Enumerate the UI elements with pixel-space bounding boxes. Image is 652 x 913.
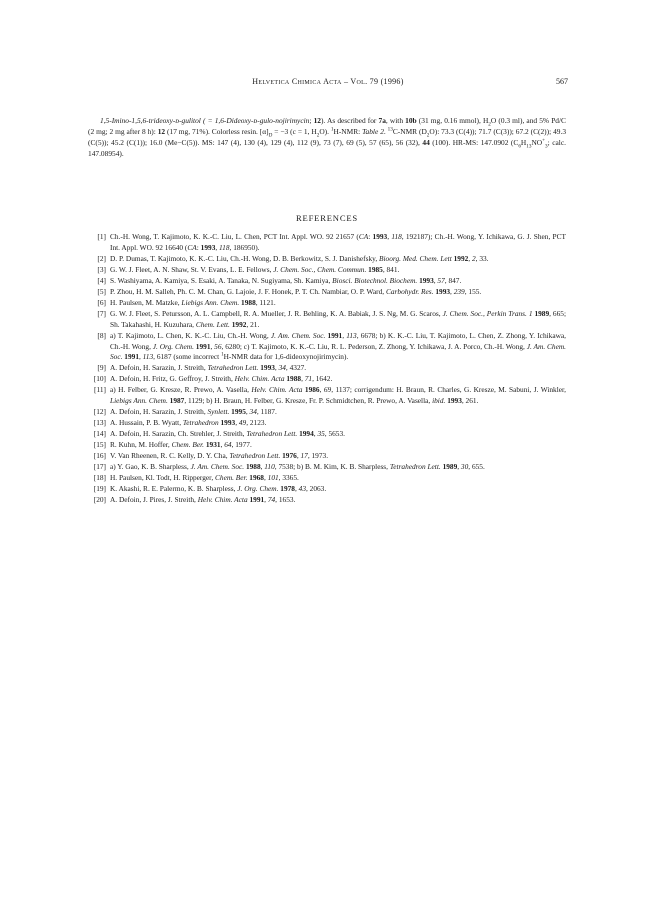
reference-text: Synlett.	[207, 407, 230, 417]
reference-item	[88, 484, 566, 495]
reference-text: 1988	[245, 462, 261, 472]
reference-text: H-NMR data for 1,6-dideoxynojirimycin).	[223, 352, 349, 362]
reference-text: ,	[245, 407, 250, 417]
reference-text: ,	[313, 429, 318, 439]
reference-text: 1993	[220, 418, 236, 428]
reference-text: ,	[294, 483, 299, 493]
reference-item	[88, 495, 566, 506]
reference-text: Helv. Chim. Acta	[197, 494, 248, 504]
page-number: 567	[556, 77, 568, 86]
reference-text: P. Zhou, H. M. Salleh, Ph. C. M. Chan, G. Lajoie, J. F. Honek, P. T. Ch. Nambiar, O. P. Ward,	[110, 286, 386, 296]
reference-text: 34	[278, 363, 286, 373]
reference-text: ,	[433, 275, 438, 285]
reference-number: [5]	[97, 286, 106, 296]
reference-text: Biosci. Biotechnol. Biochem.	[332, 275, 418, 285]
reference-item	[88, 451, 566, 462]
reference-item	[88, 254, 566, 265]
reference-text: , 6187 (some incorrect	[153, 352, 222, 362]
reference-text: a) Y. Gao, K. B. Sharpless,	[110, 462, 191, 472]
reference-text: , 1642.	[312, 374, 333, 384]
reference-number: [2]	[97, 253, 106, 263]
reference-text: 1992	[231, 319, 247, 329]
reference-item	[88, 429, 566, 440]
reference-text: Helv. Chim. Acta	[251, 385, 303, 395]
reference-text: V. Van Rheenen, R. C. Kelly, D. Y. Cha,	[110, 451, 230, 461]
reference-text: , 21.	[246, 319, 260, 329]
reference-text: 17	[300, 451, 308, 461]
reference-text: 1987	[169, 396, 185, 406]
reference-text: Chem. Ber.	[171, 440, 205, 450]
reference-text: , 1129; b) H. Braun, H. Felber, G. Kresze, Fr. P. Schmidtchen, R. Prewo, A. Vasella,	[184, 396, 433, 406]
reference-text: 118	[391, 232, 402, 241]
reference-text: G. W. J. Fleet, A. N. Shaw, St. V. Evans, L. E. Fellows,	[110, 264, 274, 274]
reference-text: 1993	[260, 363, 275, 373]
reference-text: 1976	[282, 451, 297, 461]
reference-text: A. Hussain, P. B. Wyatt,	[110, 418, 183, 428]
reference-item	[88, 462, 566, 473]
reference-text: ,	[260, 462, 265, 472]
reference-text: Helv. Chim. Acta	[234, 374, 285, 384]
reference-text: ,	[263, 472, 268, 482]
reference-text: 69	[323, 385, 332, 395]
reference-item	[88, 374, 566, 385]
reference-text: , 33.	[475, 253, 489, 263]
reference-text: J. Org. Chem.	[237, 483, 279, 493]
reference-number: [20]	[93, 494, 106, 504]
reference-text: 1992	[453, 253, 469, 263]
journal-title: Helvetica Chimica Acta – Vol. 79 (1996)	[252, 77, 404, 86]
reference-text: Liebigs Ann. Chem.	[110, 396, 168, 406]
reference-text: G. W. J. Fleet, S. Petursson, A. L. Campbell, R. A. Mueller, J. R. Behling, K. A. Babiak, J. S. Ng, M. G. Scaros,	[110, 308, 443, 318]
reference-text: Tetrahedron Lett.	[229, 451, 281, 461]
reference-text: 1986	[304, 385, 320, 395]
reference-text: Chem. Lett.	[195, 319, 230, 329]
reference-text: :	[196, 242, 201, 252]
reference-text: , 1187.	[256, 407, 277, 417]
reference-item	[88, 473, 566, 484]
reference-text: Chem. Ber.	[215, 472, 248, 482]
reference-text: 1991	[124, 352, 139, 362]
reference-text: 34	[249, 407, 257, 417]
reference-text: 1988	[241, 297, 256, 307]
reference-text: , 665; Sh. Takahashi, H. Kuzuhara,	[110, 308, 566, 329]
reference-text: A. Defoin, H. Sarazin, J. Streith,	[110, 407, 208, 417]
reference-text: 1993	[447, 396, 462, 406]
reference-text: 1978	[280, 483, 295, 493]
reference-text: CA	[187, 242, 197, 252]
reference-text: 2	[471, 253, 476, 263]
reference-text: , 4327.	[285, 363, 307, 373]
reference-text: 239	[453, 286, 465, 296]
reference-text: R. Kuhn, M. Hoffer,	[110, 440, 172, 450]
reference-text: , 1137; corrigendum: H. Braun, R. Charles, G. Kresze, M. Sabuni, J. Winkler,	[331, 385, 567, 395]
reference-number: [19]	[93, 483, 106, 493]
reference-text: ,	[319, 385, 324, 395]
reference-text: ,	[301, 374, 305, 384]
reference-text: 113	[346, 330, 357, 340]
reference-text: ,	[457, 462, 461, 472]
reference-text: :	[368, 232, 373, 241]
reference-text: 118	[219, 242, 230, 252]
reference-text: 1994	[299, 429, 314, 439]
reference-text: 30	[460, 462, 469, 472]
reference-text: 1993	[200, 242, 216, 252]
reference-text: J. Am. Chem. Soc.	[110, 341, 567, 362]
reference-text: 1931	[205, 440, 221, 450]
reference-text: ,	[138, 352, 143, 362]
compound-name: 1,5-Imino-1,5,6-trideoxy-ᴅ-gulitol	[100, 116, 201, 125]
reference-text: A. Defoin, H. Sarazin, J. Streith,	[110, 363, 208, 373]
reference-text: J. Chem. Soc., Perkin Trans. 1	[442, 308, 533, 318]
reference-text: Tetrahedron Lett.	[389, 462, 441, 472]
reference-text: 1995	[231, 407, 246, 417]
reference-text: ,	[210, 341, 215, 351]
reference-text: , 2063.	[305, 483, 327, 493]
reference-text: a) H. Felber, G. Kresze, R. Prewo, A. Vasella,	[110, 385, 252, 395]
reference-text: ,	[264, 494, 268, 504]
reference-text: , 186950).	[229, 242, 260, 252]
reference-text: , 655.	[468, 462, 485, 472]
reference-item	[88, 265, 566, 276]
reference-text: 113	[142, 352, 154, 362]
reference-text: ,	[220, 440, 225, 450]
reference-text: 74	[267, 494, 276, 504]
reference-item	[88, 298, 566, 309]
reference-text: , 847.	[444, 275, 462, 285]
reference-item	[88, 385, 566, 407]
reference-number: [14]	[93, 429, 106, 439]
reference-text: ,	[450, 286, 454, 296]
reference-text: ,	[468, 253, 472, 263]
reference-text: 1989	[534, 308, 550, 318]
reference-item	[88, 418, 566, 429]
reference-number: [9]	[97, 363, 106, 373]
references-heading: REFERENCES	[296, 213, 358, 223]
reference-text: 49	[238, 418, 247, 428]
reference-text: 1968	[249, 472, 264, 482]
reference-number: [18]	[93, 472, 106, 482]
reference-text: 56	[214, 341, 222, 351]
reference-text: , 155.	[464, 286, 482, 296]
reference-number: [12]	[93, 407, 106, 417]
reference-text: ,	[342, 330, 347, 340]
reference-text: J. Org. Chem.	[152, 341, 194, 351]
reference-text: 1993	[372, 232, 388, 241]
reference-number: [4]	[97, 275, 106, 285]
reference-text: A. Defoin, H. Fritz, G. Geffroy, J. Streith,	[110, 374, 235, 384]
reference-text: , 5653.	[324, 429, 345, 439]
reference-number: [16]	[93, 451, 106, 461]
reference-text: J. Chem. Soc., Chem. Commun.	[273, 264, 367, 274]
reference-text: 1991	[195, 341, 211, 351]
reference-list	[88, 232, 566, 506]
experimental-paragraph: 1,5-Imino-1,5,6-trideoxy-ᴅ-gulitol ( = 1,6-Dideoxy-ᴅ-gulo-nojirimycin; 12). As described for 7a, with 10b (31 mg, 0.16 mmol), $H_2O$ (0.3 ml), and 5% Pd/C (2 mg; 2 mg after 8 h): 12 (17 mg, 71%). Colorless resin. $[\alpha]_D = -3$ (c = 1, $H_2O$). $^1$H-NMR: Table 2. $^{13}$C-NMR $(D_2O)$: 73.3 (C(4)); 71.7 (C(3)); 67.2 (C(2)); 49.3 (C(5)); 45.2 (C(1)); 16.0 (Me−C(5)). MS: 147 (4), 130 (4), 129 (4), 112 (9), 73 (7), 69 (5), 57 (65), 56 (32), 44 (100). HR-MS: 147.0902 ($C_6H_{13}NO^+_3$; calc. 147.08954).	[88, 116, 567, 159]
reference-text: 1991	[327, 330, 343, 340]
reference-text: J. Am. Chem. Soc.	[190, 462, 245, 472]
reference-text: ,	[274, 363, 279, 373]
reference-text: Carbohydr. Res.	[385, 286, 434, 296]
reference-text: , 6280; c) T. Kajimoto, K. K.-C. Liu, R. L. Pederson, Z. Zhong, Y. Ichikawa, J. A. Porco, Ch.-H. Wong,	[221, 341, 527, 351]
reference-text: 1988	[286, 374, 302, 384]
reference-item	[88, 309, 566, 331]
reference-text: 1991	[249, 494, 265, 504]
reference-text: 1985	[368, 264, 383, 274]
reference-text: , 1973.	[307, 451, 329, 461]
reference-number: [1]	[97, 232, 106, 241]
reference-number: [15]	[93, 440, 106, 450]
reference-text: 71	[304, 374, 313, 384]
reference-text: Tetrahedron Lett.	[207, 363, 259, 373]
reference-text: H. Paulsen, M. Matzke,	[110, 297, 182, 307]
reference-text: ,	[296, 451, 301, 461]
reference-text: ,	[235, 418, 239, 428]
reference-text: Bioorg. Med. Chem. Lett	[379, 253, 452, 263]
compound-number: 12	[313, 116, 321, 125]
reference-text: 110	[264, 462, 275, 472]
reference-number: [6]	[97, 297, 106, 307]
reference-text: Tetrahedron	[182, 418, 219, 428]
reference-text: Tetrahedron Lett.	[246, 429, 298, 439]
reference-item	[88, 331, 566, 364]
table-reference: Table 2	[362, 127, 384, 137]
reference-text: 35	[317, 429, 325, 439]
reference-item	[88, 232, 566, 254]
reference-text: , 1653.	[275, 494, 296, 504]
running-header	[88, 77, 568, 91]
reference-text: , 7538; b) B. M. Kim, K. B. Sharpless,	[274, 462, 390, 472]
reference-text: A. Defoin, H. Sarazin, Ch. Strehler, J. Streith,	[110, 429, 247, 439]
reference-item	[88, 407, 566, 418]
reference-text: 43	[298, 483, 306, 493]
reference-number: [17]	[93, 462, 106, 472]
reference-text: , 261.	[461, 396, 479, 406]
reference-text: , 3365.	[278, 472, 299, 482]
reference-text: , 6678; b) K. K.-C. Liu, T. Kajimoto, L. Chen, Z. Zhong, Y. Ichikawa, Ch.-H. Wong,	[110, 330, 566, 351]
reference-text: a) T. Kajimoto, L. Chen, K. K.-C. Liu, Ch.-H. Wong,	[110, 330, 271, 340]
reference-text: Liebigs Ann. Chem.	[181, 297, 240, 307]
reference-number: [10]	[93, 374, 106, 384]
reference-number: [8]	[97, 330, 106, 340]
reference-number: [13]	[93, 418, 106, 428]
reference-text: , 2123.	[246, 418, 267, 428]
reference-item	[88, 440, 566, 451]
reference-item	[88, 363, 566, 374]
reference-number: [7]	[97, 308, 106, 318]
reference-text: , 841.	[382, 264, 400, 274]
reference-text: 57	[437, 275, 445, 285]
reference-text: , 192187); Ch.-H. Wong, Y. Ichikawa, G. J. Shen, PCT Int. Appl. WO. 92 16640 (	[110, 232, 567, 252]
compound-synonym: ( = 1,6-Dideoxy-ᴅ-gulo-nojirimycin	[202, 116, 310, 125]
reference-number: [3]	[97, 264, 106, 274]
reference-text: , 1121.	[255, 297, 276, 307]
reference-text: 1993	[419, 275, 434, 285]
reference-text: ibid.	[432, 396, 446, 406]
reference-text: H. Paulsen, Kl. Todt, H. Ripperger,	[110, 472, 215, 482]
reference-number: [11]	[94, 385, 106, 395]
reference-text: 101	[267, 472, 279, 482]
reference-text: ,	[387, 232, 392, 241]
reference-text: J. Am. Chem. Soc.	[270, 330, 326, 340]
reference-text: 64	[224, 440, 232, 450]
reference-item	[88, 276, 566, 287]
reference-text: A. Defoin, J. Pires, J. Streith,	[110, 494, 198, 504]
reference-text: S. Washiyama, A. Kamiya, S. Esaki, A. Tanaka, N. Sugiyama, Sh. Kamiya,	[110, 275, 333, 285]
reference-text: Ch.-H. Wong, T. Kajimoto, K. K.-C. Liu, L. Chen, PCT Int. Appl. WO. 92 21657 (	[110, 232, 359, 241]
reference-text: ,	[215, 242, 220, 252]
reference-text: , 1977.	[231, 440, 252, 450]
reference-text: 1993	[435, 286, 451, 296]
reference-text: D. P. Dumas, T. Kajimoto, K. K.-C. Liu, Ch.-H. Wong, D. B. Berkowitz, S. J. Danishefsky,	[110, 253, 380, 263]
reference-text: 1989	[442, 462, 458, 472]
reference-item	[88, 287, 566, 298]
reference-text: CA	[358, 232, 369, 241]
reference-text: K. Akashi, R. E. Palermo, K. B. Sharpless,	[110, 483, 238, 493]
reference-text: 1	[221, 352, 224, 359]
